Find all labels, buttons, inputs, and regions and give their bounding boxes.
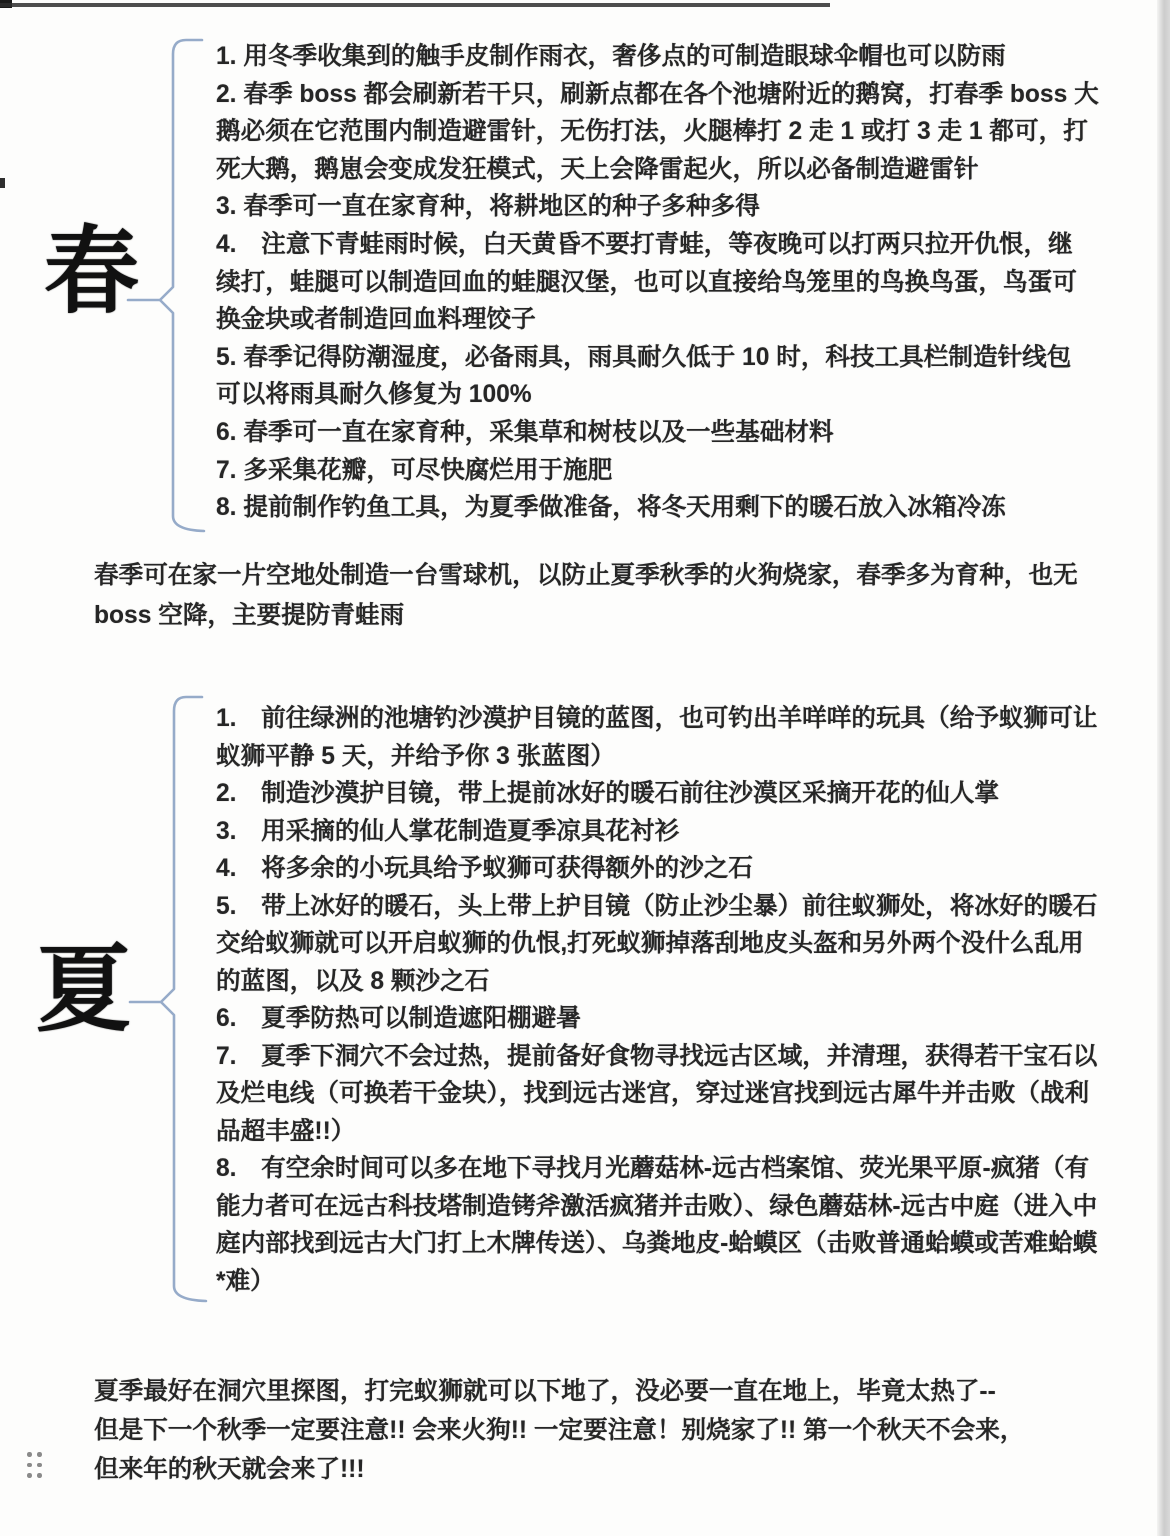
list-item-line: 6. 春季可一直在家育种，采集草和树枝以及一些基础材料 <box>216 418 834 446</box>
list-item-line: 的蓝图，以及 8 颗沙之石 <box>216 967 490 995</box>
list-item-line: 4. 注意下青蛙雨时候，白天黄昏不要打青蛙，等夜晚可以打两只拉开仇恨，继 <box>216 230 1073 258</box>
note-line: 但是下一个秋季一定要注意!! 会来火狗!! 一定要注意！别烧家了!! 第一个秋天不会来， <box>94 1417 1025 1444</box>
list-item-line: 3. 春季可一直在家育种，将耕地区的种子多种多得 <box>216 193 760 221</box>
handle-dot <box>27 1463 32 1468</box>
list-item-line: 及烂电线（可换若干金块），找到远古迷宫，穿过迷宫找到远古犀牛并击败（战利 <box>216 1080 1090 1107</box>
list-item-line: 5. 春季记得防潮湿度，必备雨具，雨具耐久低于 10 时，科技工具栏制造针线包 <box>216 343 1072 371</box>
list-item-line: 2. 制造沙漠护目镜，带上提前冰好的暖石前往沙漠区采摘开花的仙人掌 <box>216 780 999 807</box>
spring-brace <box>118 30 218 542</box>
list-item-line: 鹅必须在它范围内制造避雷针，无伤打法，火腿棒打 2 走 1 或打 3 走 1 都可，打 <box>216 118 1088 146</box>
handle-dot <box>27 1473 32 1478</box>
spring-season-label: 春 <box>44 216 140 327</box>
list-item-line: 7. 夏季下洞穴不会过热，提前备好食物寻找远古区域，并清理，获得若干宝石以 <box>216 1042 1098 1070</box>
list-item-line: *难） <box>216 1267 275 1295</box>
list-item-line: 6. 夏季防热可以制造遮阳棚避暑 <box>216 1005 581 1032</box>
spring-note <box>94 556 1104 636</box>
summer-season-label: 夏 <box>36 934 132 1045</box>
list-item-line: 4. 将多余的小玩具给予蚁狮可获得额外的沙之石 <box>216 855 753 882</box>
list-item-line: 2. 春季 boss 都会刷新若干只，刷新点都在各个池塘附近的鹅窝，打春季 boss 大 <box>216 80 1099 108</box>
page-edge-shadow <box>1157 0 1170 1536</box>
note-line: 但来年的秋天就会来了!!! <box>94 1456 365 1483</box>
list-item-line: 1. 用冬季收集到的触手皮制作雨衣，奢侈点的可制造眼球伞帽也可以防雨 <box>216 43 1006 70</box>
list-item-line: 庭内部找到远古大门打上木牌传送）、乌粪地皮-蛤蟆区（击败普通蛤蟆或苦难蛤蟆 <box>216 1230 1098 1257</box>
list-item-line: 续打，蛙腿可以制造回血的蛙腿汉堡，也可以直接给鸟笼里的鸟换鸟蛋，鸟蛋可 <box>216 268 1077 296</box>
summer-note <box>94 1372 1139 1489</box>
note-line: 夏季最好在洞穴里探图，打完蚁狮就可以下地了，没必要一直在地上，毕竟太热了-- <box>94 1378 996 1405</box>
list-item-line: 蚁狮平静 5 天，并给予你 3 张蓝图） <box>216 742 616 770</box>
photo-top-edge-artifact <box>0 3 830 7</box>
list-item-line: 3. 用采摘的仙人掌花制造夏季凉具花衬衫 <box>216 817 680 845</box>
handle-dot <box>37 1463 42 1468</box>
handle-dot <box>37 1473 42 1478</box>
handle-dot <box>27 1452 32 1457</box>
handle-dot <box>37 1452 42 1457</box>
list-item-line: 能力者可在远古科技塔制造铐斧激活疯猪并击败）、绿色蘑菇林-远古中庭（进入中 <box>216 1192 1098 1220</box>
list-item-line: 1. 前往绿洲的池塘钓沙漠护目镜的蓝图，也可钓出羊咩咩的玩具（给予蚁狮可让 <box>216 705 1098 732</box>
summer-brace <box>118 688 218 1313</box>
list-item-line: 8. 有空余时间可以多在地下寻找月光蘑菇林-远古档案馆、荧光果平原-疯猪（有 <box>216 1155 1090 1182</box>
list-item-line: 死大鹅，鹅崽会变成发狂模式，天上会降雷起火，所以必备制造避雷针 <box>216 155 979 183</box>
drag-handle-icon[interactable] <box>27 1452 42 1478</box>
list-item-line: 可以将雨具耐久修复为 100% <box>216 381 532 409</box>
list-item-line: 品超丰盛!!） <box>216 1117 356 1145</box>
summer-tips-list <box>216 700 1100 1300</box>
list-item-line: 交给蚁狮就可以开启蚁狮的仇恨,打死蚁狮掉落刮地皮头盔和另外两个没什么乱用 <box>216 930 1084 957</box>
spring-tips-list <box>216 38 1099 527</box>
photo-left-edge-artifact <box>0 178 5 188</box>
list-item-line: 5. 带上冰好的暖石，头上带上护目镜（防止沙尘暴）前往蚁狮处，将冰好的暖石 <box>216 892 1098 920</box>
list-item-line: 7. 多采集花瓣，可尽快腐烂用于施肥 <box>216 456 613 484</box>
list-item-line: 换金块或者制造回血料理饺子 <box>216 306 536 334</box>
note-line: 春季可在家一片空地处制造一台雪球机，以防止夏季秋季的火狗烧家，春季多为育种，也无 <box>94 562 1078 589</box>
list-item-line: 8. 提前制作钓鱼工具，为夏季做准备，将冬天用剩下的暖石放入冰箱冷冻 <box>216 494 1006 522</box>
note-line: boss 空降，主要提防青蛙雨 <box>94 602 405 629</box>
